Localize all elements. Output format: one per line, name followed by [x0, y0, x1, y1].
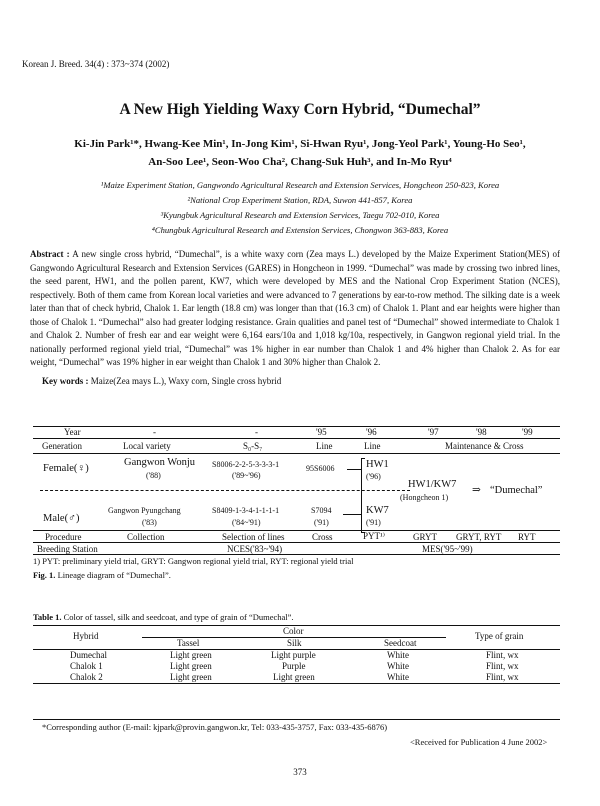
- dash: -: [255, 427, 258, 437]
- authors-line-2: An-Soo Lee¹, Seon-Woo Cha², Chang-Suk Huh³, and In-Mo Ryu⁴: [148, 156, 452, 168]
- male-variety-year: ('83): [142, 518, 157, 527]
- affiliation-4: ⁴Chungbuk Agricultural Research and Extension Services, Chongwon 363-883, Korea: [151, 225, 449, 235]
- female-selection: S8006-2-2-5-3-3-3-1: [212, 460, 280, 469]
- year-99: '99: [522, 427, 533, 437]
- figure-caption-label: Fig. 1.: [33, 570, 56, 580]
- row-seedcoat: White: [387, 650, 409, 660]
- footnote-rule: [33, 719, 560, 720]
- authors-line-1: Ki-Jin Park¹*, Hwang-Kee Min¹, In-Jong Kim¹, Si-Hwan Ryu¹, Jong-Yeol Park¹, Young-Ho Seo¹,: [74, 138, 526, 150]
- row-seedcoat: White: [387, 672, 409, 682]
- abstract: [30, 248, 560, 370]
- rule: [33, 554, 560, 555]
- arrow-icon: ⇒: [472, 485, 481, 496]
- male-label: Male(♂): [43, 513, 80, 524]
- silk-header: Silk: [287, 638, 302, 648]
- row-silk: Light purple: [271, 650, 316, 660]
- row-grain: Flint, wx: [486, 661, 519, 671]
- cross-label: Cross: [312, 532, 333, 542]
- row-hybrid: Chalok 1: [70, 661, 103, 671]
- tassel-header: Tassel: [177, 638, 200, 648]
- grain-header: Type of grain: [475, 631, 524, 641]
- generation-label: Generation: [42, 441, 82, 451]
- row-hybrid: Dumechal: [70, 650, 107, 660]
- figure-footnote: 1) PYT: preliminary yield trial, GRYT: Gangwon regional yield trial, RYT: regional yield trial: [33, 556, 354, 566]
- line-label: Line: [364, 441, 381, 451]
- kw7-line: KW7: [366, 505, 389, 516]
- local-variety-label: Local variety: [123, 441, 171, 451]
- rule: [33, 438, 560, 439]
- affiliation-2: ²National Crop Experiment Station, RDA, Suwon 441-857, Korea: [187, 195, 413, 205]
- male-selection-years: ('84~'91): [232, 518, 261, 527]
- row-silk: Purple: [282, 661, 306, 671]
- color-header: Color: [283, 626, 304, 636]
- row-silk: Light green: [273, 672, 315, 682]
- male-variety: Gangwon Pyungchang: [108, 506, 181, 515]
- row-tassel: Light green: [170, 650, 212, 660]
- page-number: 373: [293, 767, 307, 777]
- female-selection-years: ('89~'96): [232, 471, 261, 480]
- female-line-95: 95S6006: [306, 464, 335, 473]
- line-label: Line: [316, 441, 333, 451]
- paper-title: A New High Yielding Waxy Corn Hybrid, “Dumechal”: [119, 101, 481, 118]
- female-variety: Gangwon Wonju: [124, 457, 195, 468]
- year-98: '98: [476, 427, 487, 437]
- mes-period: MES('95~'99): [422, 544, 473, 554]
- hybrid-header: Hybrid: [73, 631, 99, 641]
- connector: [347, 469, 361, 470]
- female-variety-year: ('88): [146, 471, 161, 480]
- rule: [33, 683, 560, 684]
- row-tassel: Light green: [170, 672, 212, 682]
- keywords: [42, 376, 281, 386]
- male-selection: S8409-1-3-4-1-1-1-1: [212, 506, 280, 515]
- procedure-label: Procedure: [45, 532, 82, 542]
- year-label: Year: [64, 427, 81, 437]
- breeding-station-label: Breeding Station: [37, 544, 98, 554]
- divider: [40, 490, 410, 491]
- kw7-year: ('91): [366, 518, 381, 527]
- journal-citation: Korean J. Breed. 34(4) : 373~374 (2002): [22, 59, 170, 69]
- male-line-year: ('91): [314, 518, 329, 527]
- row-hybrid: Chalok 2: [70, 672, 103, 682]
- nces-period: NCES('83~'94): [227, 544, 283, 554]
- bracket: [361, 458, 362, 533]
- female-label: Female(♀): [43, 463, 89, 474]
- rule: [33, 542, 560, 543]
- abstract-text: A new single cross hybrid, “Dumechal”, is a white waxy corn (Zea mays L.) developed by the Maize Experiment Station(MES) of Gangwondo Agricultural Research and Extension Services (GARES) in Hongcheon in 1999. “Dumechal” was made by crossing two inbred lines, the seed parent, HW1, and the pollen parent, KW7, which were developed by MES and the National Crop Experiment Station (NCES), respectively. Both of them came from Korean local varieties and were advanced to 7 generations by ear-to-row method. The silking date is a week later than that of check hybrid, Chalok 1. Ear length (18.8 cm) was longer than that (16.3 cm) of Chalok 1. Plant and ear heights were higher than those of Chalok 1. “Dumechal” also had greater lodging resistance. Grain qualities and panel test of “Dumechal” showed intermediate to Chalok 1 and Chalok 2. Number of fresh ear and ear weight were 6,164 ears/10a and 1,018 kg/10a, respectively, in Gangwon regional yield trial. In the nationally performed regional yield trial, “Dumechal” was 1% higher in ear number than Chalok 1 and 4% higher than Chalok 2. As for ear weight, “Dumechal” was 19% higher in ear weight than Chalok 1 and 30% higher than Chalok 2.: [30, 249, 560, 367]
- gryt-ryt-label: GRYT, RYT: [456, 532, 502, 542]
- abstract-label: Abstract :: [30, 249, 70, 259]
- figure-caption-text: Lineage diagram of “Dumechal”.: [57, 570, 171, 580]
- cross-hw1-kw7: HW1/KW7: [408, 479, 457, 490]
- row-grain: Flint, wx: [486, 650, 519, 660]
- ryt-label: RYT: [518, 532, 536, 542]
- row-grain: Flint, wx: [486, 672, 519, 682]
- received-date: <Received for Publication 4 June 2002>: [410, 737, 548, 747]
- connector: [343, 514, 361, 515]
- seedcoat-header: Seedcoat: [384, 638, 417, 648]
- s0-s7-label: S₀-S₇: [243, 441, 263, 451]
- rule: [33, 530, 560, 531]
- pyt-label: PYT¹⁾: [363, 531, 385, 541]
- collection-label: Collection: [127, 532, 165, 542]
- year-95: '95: [316, 427, 327, 437]
- cross-place: (Hongcheon 1): [400, 493, 449, 502]
- keywords-label: Key words :: [42, 376, 89, 386]
- affiliation-3: ³Kyungbuk Agricultural Research and Extension Services, Taegu 702-010, Korea: [160, 210, 440, 220]
- year-97: '97: [428, 427, 439, 437]
- gryt-label: GRYT: [413, 532, 438, 542]
- corresponding-author: *Corresponding author (E-mail: kjpark@provin.gangwon.kr, Tel: 033-435-3757, Fax: 033-435-6876): [42, 722, 388, 732]
- row-tassel: Light green: [170, 661, 212, 671]
- table-caption-text: Color of tassel, silk and seedcoat, and type of grain of “Dumechal”.: [63, 612, 294, 622]
- selection-lines-label: Selection of lines: [222, 532, 285, 542]
- hw1-line: HW1: [366, 459, 389, 470]
- affiliation-1: ¹Maize Experiment Station, Gangwondo Agricultural Research and Extension Services, Hongcheon 250-823, Korea: [100, 180, 500, 190]
- rule: [33, 453, 560, 454]
- maintenance-cross-label: Maintenance & Cross: [445, 441, 524, 451]
- result-dumechal: “Dumechal”: [490, 485, 543, 496]
- row-seedcoat: White: [387, 661, 409, 671]
- hw1-year: ('96): [366, 472, 381, 481]
- table-caption-label: Table 1.: [33, 612, 62, 622]
- dash: -: [153, 427, 156, 437]
- figure-caption: [33, 570, 171, 580]
- year-96: '96: [366, 427, 377, 437]
- bracket: [361, 458, 365, 459]
- male-line: S7094: [311, 506, 332, 515]
- table-caption: [33, 612, 294, 622]
- keywords-text: Maize(Zea mays L.), Waxy corn, Single cross hybrid: [90, 376, 282, 386]
